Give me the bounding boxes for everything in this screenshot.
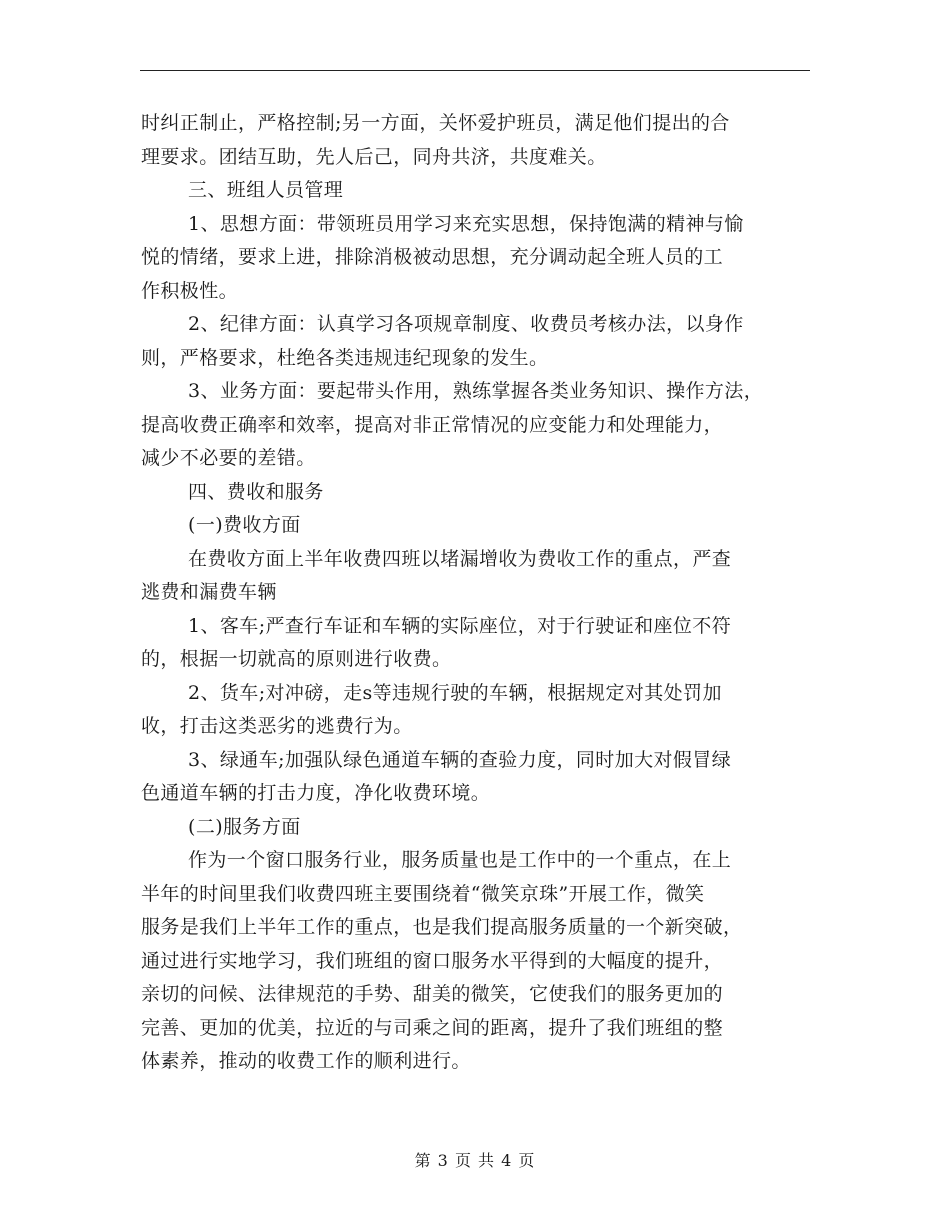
text-line: 时纠正制止，严格控制;另一方面，关怀爱护班员，满足他们提出的合 [141,112,730,134]
text-line: 理要求。团结互助，先人后己，同舟共济，共度难关。 [141,145,607,168]
text-line: 作为一个窗口服务行业，服务质量也是工作中的一个重点，在上 [188,849,732,871]
text-line: 体素养，推动的收费工作的顺利进行。 [141,1050,471,1072]
text-line: 四、费收和服务 [188,480,324,503]
text-line: 服务是我们上半年工作的重点，也是我们提高服务质量的一个新突破， [141,916,743,938]
text-line: 收，打击这类恶劣的逃费行为。 [141,715,413,737]
text-line: 亲切的问候、法律规范的手势、甜美的微笑，它使我们的服务更加的 [141,983,724,1005]
text-line: 悦的情绪，要求上进，排除消极被动思想，充分调动起全班人员的工 [141,246,724,268]
text-line: 在费收方面上半年收费四班以堵漏增收为费收工作的重点，严查 [188,547,732,570]
text-line: 色通道车辆的打击力度，净化收费环境。 [141,782,491,804]
text-line: 1、思想方面：带领班员用学习来充实思想，保持饱满的精神与愉 [188,212,744,235]
text-line: 则，严格要求，杜绝各类违规违纪现象的发生。 [141,346,549,369]
text-line: 通过进行实地学习，我们班组的窗口服务水平得到的大幅度的提升， [141,949,724,972]
text-line: 逃费和漏费车辆 [141,581,277,603]
text-line: 减少不必要的差错。 [141,447,316,469]
text-line: 2、货车;对冲磅，走s等违规行驶的车辆，根据规定对其处罚加 [188,681,722,704]
text-line: 1、客车;严查行车证和车辆的实际座位，对于行驶证和座位不符 [188,614,732,637]
text-line: 提高收费正确率和效率，提高对非正常情况的应变能力和处理能力， [141,413,724,436]
text-line: 作积极性。 [141,279,239,302]
text-line: 完善、更加的优美，拉近的与司乘之间的距离，提升了我们班组的整 [141,1016,724,1039]
header-rule [140,70,810,71]
page-number: 第 3 页 共 4 页 [414,1151,536,1170]
text-line: 的，根据一切就高的原则进行收费。 [141,648,452,670]
text-line: (一)费收方面 [188,514,301,536]
text-line: 三、班组人员管理 [188,179,344,201]
text-line: 2、纪律方面：认真学习各项规章制度、收费员考核办法，以身作 [188,313,744,335]
text-line: (二)服务方面 [188,815,301,838]
text-line: 3、绿通车;加强队绿色通道车辆的查验力度，同时加大对假冒绿 [188,748,732,771]
document-body [141,107,811,1079]
text-line: 3、业务方面：要起带头作用，熟练掌握各类业务知识、操作方法， [188,380,764,402]
text-line: 半年的时间里我们收费四班主要围绕着“微笑京珠”开展工作，微笑 [141,882,705,905]
